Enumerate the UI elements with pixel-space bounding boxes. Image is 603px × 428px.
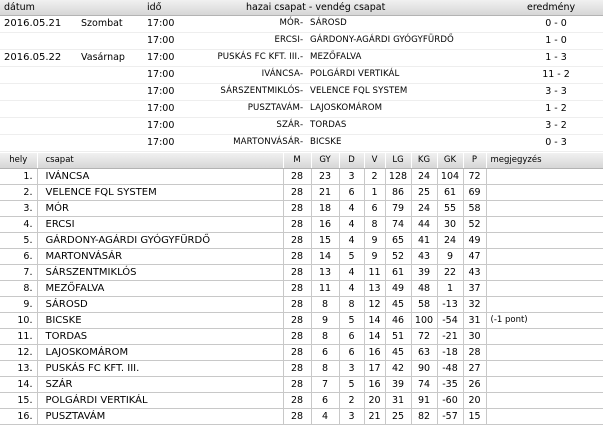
cell-team: SÁRSZENTMIKLÓS [37,264,283,280]
cell-p: 47 [463,248,486,264]
cell-gk: 9 [437,248,463,264]
cell-team: BICSKE [37,312,283,328]
standings-body [0,168,603,424]
cell-note [486,248,603,264]
cell-gy: 9 [311,312,339,328]
cell-lg: 31 [385,392,411,408]
cell-gy: 6 [311,392,339,408]
cell-team: SZÁR [37,376,283,392]
cell-team: PUSZTAVÁM [37,408,283,424]
cell-v: 9 [364,232,385,248]
cell-team: MEZŐFALVA [37,280,283,296]
cell-kg: 74 [411,376,437,392]
cell-note [486,328,603,344]
cell-gk: 1 [437,280,463,296]
cell-gy: 16 [311,216,339,232]
cell-d: 3 [339,360,364,376]
col-team: csapat [37,153,283,168]
cell-gy: 8 [311,360,339,376]
cell-m: 28 [283,296,311,312]
cell-kg: 72 [411,328,437,344]
cell-p: 43 [463,264,486,280]
cell-gy: 18 [311,200,339,216]
cell-lg: 52 [385,248,411,264]
standings-table [0,153,603,425]
match-day: Vasárnap [81,52,125,63]
cell-kg: 90 [411,360,437,376]
match-time: 17:00 [147,35,175,46]
cell-p: 27 [463,360,486,376]
standings-header-row [0,153,603,168]
cell-team: SÁROSD [37,296,283,312]
cell-lg: 86 [385,184,411,200]
match-home-team: PUSKÁS FC KFT. III. [217,52,300,62]
cell-team: IVÁNCSA [37,168,283,184]
cell-m: 28 [283,392,311,408]
match-time: 17:00 [147,69,175,80]
cell-gy: 8 [311,328,339,344]
standings-row [0,312,603,328]
match-away-team: LAJOSKOMÁROM [310,103,383,113]
cell-note [486,200,603,216]
cell-rank: 8. [0,280,37,296]
standings-row [0,328,603,344]
cell-v: 20 [364,392,385,408]
cell-m: 28 [283,184,311,200]
match-result: 0 - 0 [545,18,567,29]
cell-v: 9 [364,248,385,264]
cell-kg: 24 [411,200,437,216]
cell-rank: 2. [0,184,37,200]
cell-v: 14 [364,312,385,328]
match-result: 3 - 3 [545,86,567,97]
match-row [0,135,603,152]
cell-rank: 1. [0,168,37,184]
cell-p: 26 [463,376,486,392]
cell-rank: 14. [0,376,37,392]
cell-m: 28 [283,200,311,216]
cell-v: 21 [364,408,385,424]
cell-lg: 39 [385,376,411,392]
col-kg: KG [411,153,437,168]
cell-note [486,408,603,424]
cell-team: TORDAS [37,328,283,344]
cell-gk: -21 [437,328,463,344]
match-time: 17:00 [147,86,175,97]
cell-gk: -54 [437,312,463,328]
cell-kg: 100 [411,312,437,328]
match-result: 3 - 2 [545,120,567,131]
cell-team: PUSKÁS FC KFT. III. [37,360,283,376]
cell-gk: 30 [437,216,463,232]
cell-note [486,264,603,280]
match-home-team: PUSZTAVÁM [247,103,300,113]
standings-row [0,280,603,296]
cell-p: 31 [463,312,486,328]
cell-note [486,296,603,312]
match-row [0,67,603,84]
cell-team: GÁRDONY-AGÁRDI GYÓGYFÜRDŐ [37,232,283,248]
cell-kg: 48 [411,280,437,296]
cell-v: 12 [364,296,385,312]
cell-d: 5 [339,248,364,264]
cell-lg: 49 [385,280,411,296]
header-teams: hazai csapat - vendég csapat [246,2,386,13]
cell-gy: 15 [311,232,339,248]
standings-row [0,296,603,312]
header-result: eredmény [527,2,576,13]
cell-gk: 104 [437,168,463,184]
cell-lg: 45 [385,296,411,312]
match-separator: - [300,52,304,62]
match-date: 2016.05.21 [4,18,62,29]
col-lg: LG [385,153,411,168]
col-v: V [364,153,385,168]
standings-row [0,392,603,408]
cell-d: 4 [339,280,364,296]
cell-m: 28 [283,328,311,344]
cell-m: 28 [283,376,311,392]
cell-p: 49 [463,232,486,248]
match-row [0,50,603,67]
match-time: 17:00 [147,52,175,63]
match-separator: - [300,120,304,130]
cell-d: 3 [339,168,364,184]
match-separator: - [300,86,304,96]
cell-v: 17 [364,360,385,376]
match-time: 17:00 [147,120,175,131]
standings-row [0,216,603,232]
cell-gy: 14 [311,248,339,264]
cell-m: 28 [283,312,311,328]
match-away-team: MEZŐFALVA [310,52,362,62]
cell-note [486,216,603,232]
cell-v: 16 [364,344,385,360]
cell-d: 4 [339,216,364,232]
cell-gy: 11 [311,280,339,296]
cell-kg: 91 [411,392,437,408]
match-home-team: MARTONVÁSÁR [233,137,300,147]
cell-m: 28 [283,232,311,248]
cell-p: 15 [463,408,486,424]
cell-gy: 21 [311,184,339,200]
cell-rank: 9. [0,296,37,312]
cell-m: 28 [283,168,311,184]
standings-row [0,232,603,248]
cell-gy: 4 [311,408,339,424]
cell-gk: -48 [437,360,463,376]
cell-gk: -13 [437,296,463,312]
matches-section [0,0,603,152]
standings-row [0,344,603,360]
cell-note [486,360,603,376]
cell-p: 37 [463,280,486,296]
match-row [0,16,603,33]
cell-v: 2 [364,168,385,184]
match-row [0,84,603,101]
cell-p: 28 [463,344,486,360]
cell-v: 16 [364,376,385,392]
cell-gy: 23 [311,168,339,184]
match-home-team: ERCSI [274,35,300,45]
cell-lg: 79 [385,200,411,216]
cell-gy: 6 [311,344,339,360]
standings-row [0,168,603,184]
standings-row [0,264,603,280]
cell-note [486,184,603,200]
cell-gk: -35 [437,376,463,392]
cell-lg: 46 [385,312,411,328]
cell-p: 69 [463,184,486,200]
cell-lg: 128 [385,168,411,184]
col-d: D [339,153,364,168]
cell-v: 1 [364,184,385,200]
cell-lg: 65 [385,232,411,248]
match-away-team: POLGÁRDI VERTIKÁL [310,69,400,79]
cell-m: 28 [283,264,311,280]
match-home-team: SZÁR [276,120,300,130]
cell-lg: 25 [385,408,411,424]
col-note: megjegyzés [486,153,603,168]
cell-team: ERCSI [37,216,283,232]
cell-team: POLGÁRDI VERTIKÁL [37,392,283,408]
match-row [0,101,603,118]
cell-d: 6 [339,328,364,344]
standings-row [0,360,603,376]
match-home-team: IVÁNCSA [261,69,300,79]
cell-gy: 13 [311,264,339,280]
cell-d: 6 [339,184,364,200]
cell-rank: 7. [0,264,37,280]
cell-gk: 61 [437,184,463,200]
col-gk: GK [437,153,463,168]
match-separator: - [300,137,304,147]
standings-row [0,248,603,264]
cell-kg: 63 [411,344,437,360]
match-result: 1 - 2 [545,103,567,114]
cell-kg: 25 [411,184,437,200]
match-result: 0 - 3 [545,137,567,148]
cell-rank: 6. [0,248,37,264]
cell-v: 13 [364,280,385,296]
cell-p: 58 [463,200,486,216]
cell-kg: 24 [411,168,437,184]
cell-d: 6 [339,344,364,360]
cell-rank: 16. [0,408,37,424]
cell-note: (-1 pont) [486,312,603,328]
header-time: idő [147,2,162,13]
cell-v: 11 [364,264,385,280]
cell-rank: 3. [0,200,37,216]
cell-gk: -60 [437,392,463,408]
cell-m: 28 [283,248,311,264]
cell-rank: 4. [0,216,37,232]
match-result: 1 - 0 [545,35,567,46]
cell-lg: 42 [385,360,411,376]
match-time: 17:00 [147,18,175,29]
cell-note [486,392,603,408]
cell-d: 4 [339,232,364,248]
cell-note [486,168,603,184]
match-time: 17:00 [147,137,175,148]
cell-m: 28 [283,344,311,360]
cell-v: 6 [364,200,385,216]
cell-p: 30 [463,328,486,344]
standings-section [0,153,603,425]
cell-note [486,280,603,296]
cell-rank: 5. [0,232,37,248]
header-date: dátum [4,2,35,13]
col-m: M [283,153,311,168]
cell-p: 32 [463,296,486,312]
cell-team: MÓR [37,200,283,216]
cell-lg: 45 [385,344,411,360]
cell-m: 28 [283,280,311,296]
cell-team: LAJOSKOMÁROM [37,344,283,360]
match-date: 2016.05.22 [4,52,62,63]
match-home-team: SÁRSZENTMIKLÓS [220,86,300,96]
cell-d: 8 [339,296,364,312]
match-day: Szombat [81,18,123,29]
match-result: 1 - 3 [545,52,567,63]
col-gy: GY [311,153,339,168]
cell-note [486,232,603,248]
cell-rank: 12. [0,344,37,360]
col-rank: hely [0,153,37,168]
cell-lg: 74 [385,216,411,232]
cell-d: 4 [339,264,364,280]
match-away-team: GÁRDONY-AGÁRDI GYÓGYFÜRDŐ [310,35,454,45]
match-separator: - [300,18,304,28]
cell-rank: 11. [0,328,37,344]
cell-kg: 44 [411,216,437,232]
cell-note [486,344,603,360]
match-row [0,33,603,50]
cell-kg: 82 [411,408,437,424]
standings-row [0,200,603,216]
cell-v: 14 [364,328,385,344]
cell-note [486,376,603,392]
match-away-team: VELENCE FQL SYSTEM [310,86,408,96]
cell-kg: 43 [411,248,437,264]
matches-header [0,0,603,16]
cell-d: 5 [339,376,364,392]
match-list [0,16,603,152]
cell-m: 28 [283,408,311,424]
match-time: 17:00 [147,103,175,114]
match-separator: - [300,69,304,79]
match-result: 11 - 2 [542,69,570,80]
cell-d: 4 [339,200,364,216]
cell-d: 2 [339,392,364,408]
cell-lg: 51 [385,328,411,344]
standings-row [0,408,603,424]
cell-gk: 24 [437,232,463,248]
cell-gk: 22 [437,264,463,280]
match-away-team: BICSKE [310,137,342,147]
cell-p: 72 [463,168,486,184]
cell-d: 3 [339,408,364,424]
cell-gk: -57 [437,408,463,424]
match-separator: - [300,35,304,45]
cell-m: 28 [283,360,311,376]
standings-row [0,184,603,200]
cell-kg: 39 [411,264,437,280]
cell-kg: 41 [411,232,437,248]
cell-d: 5 [339,312,364,328]
standings-row [0,376,603,392]
cell-team: MARTONVÁSÁR [37,248,283,264]
match-row [0,118,603,135]
cell-kg: 58 [411,296,437,312]
match-separator: - [300,103,304,113]
cell-rank: 15. [0,392,37,408]
match-home-team: MÓR [279,18,300,28]
cell-v: 8 [364,216,385,232]
col-p: P [463,153,486,168]
cell-gk: -18 [437,344,463,360]
cell-rank: 13. [0,360,37,376]
cell-gy: 7 [311,376,339,392]
cell-p: 52 [463,216,486,232]
cell-m: 28 [283,216,311,232]
cell-rank: 10. [0,312,37,328]
cell-p: 20 [463,392,486,408]
match-away-team: SÁROSD [310,18,347,28]
cell-team: VELENCE FQL SYSTEM [37,184,283,200]
cell-gk: 55 [437,200,463,216]
cell-gy: 8 [311,296,339,312]
cell-lg: 61 [385,264,411,280]
match-away-team: TORDAS [310,120,347,130]
